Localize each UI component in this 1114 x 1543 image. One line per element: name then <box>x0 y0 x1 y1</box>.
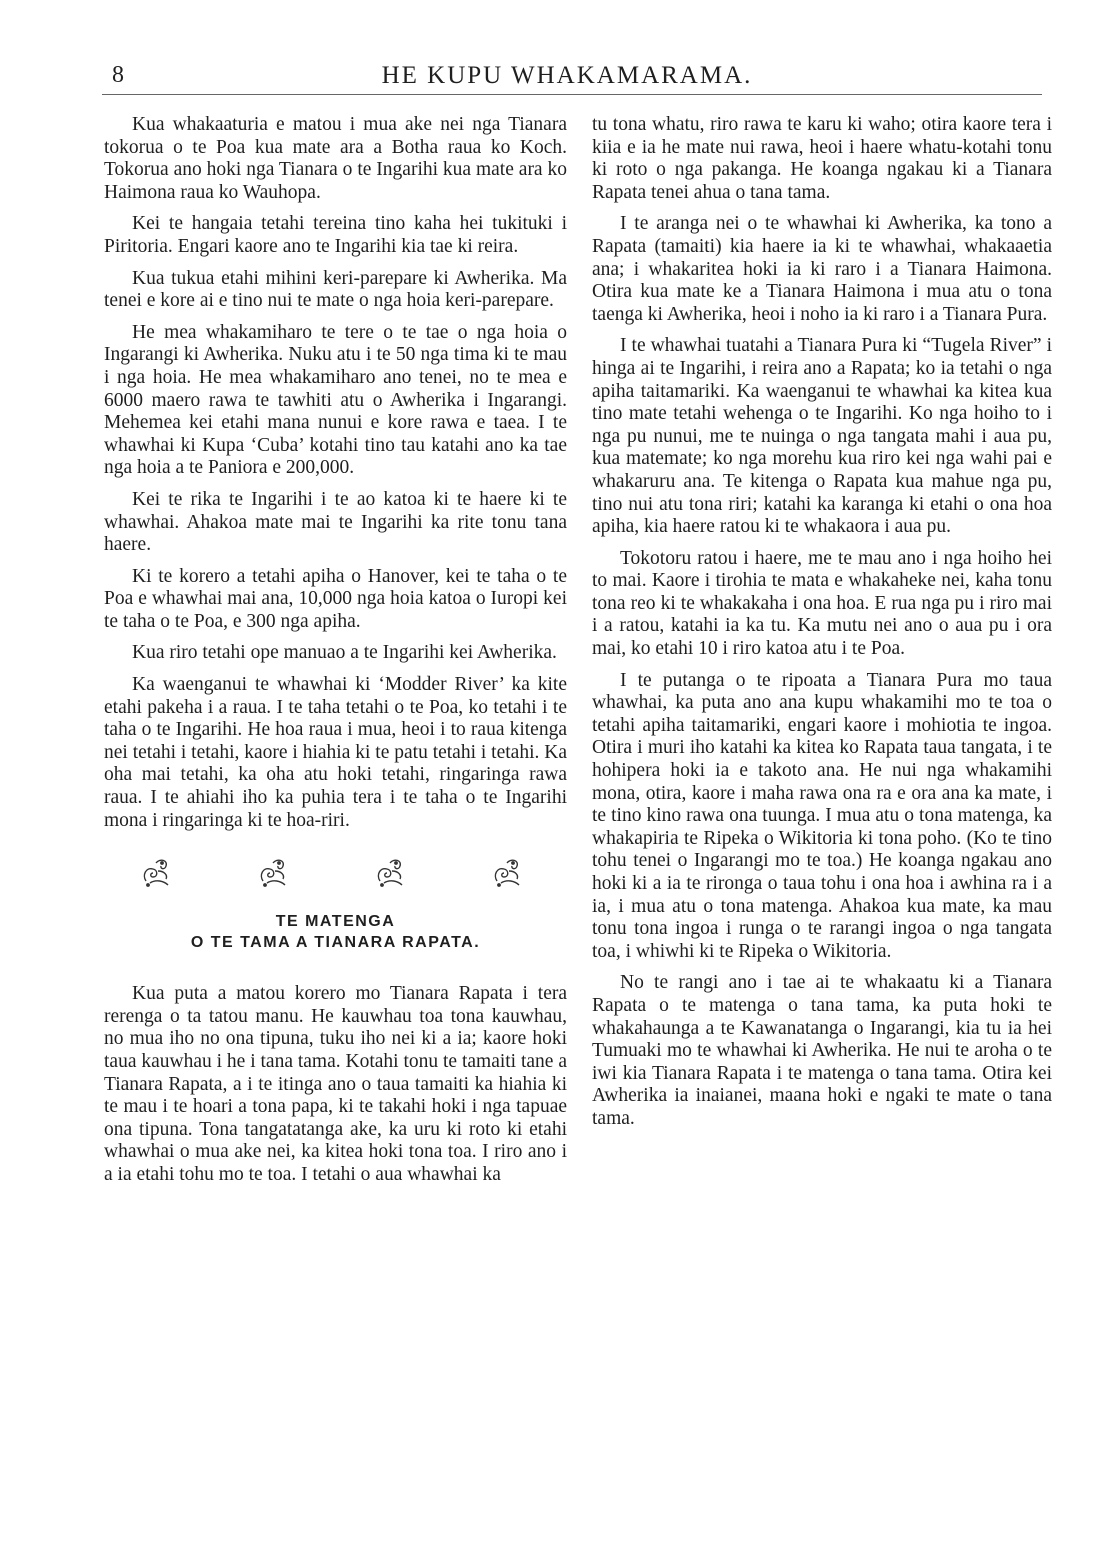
paragraph: Ki te korero a tetahi apiha o Hanover, kei te taha o te Poa e whawhai mai ana, 10,000 nga hoia katoa o Iuropi kei te taha o te Poa, e 300 nga apiha. <box>104 565 567 632</box>
page-number: 8 <box>112 62 124 88</box>
paragraph-continuation: tu tona whatu, riro rawa te karu ki waho; otira kaore tera i kiia e ia he mate nui rawa, heoi i haere whatu-kotahi tonu ki roto o nga pakanga. He koanga ngakau ki a Tianara Rapata tenei ahua o tana tama. <box>592 114 1052 203</box>
paragraph: Kei te rika te Ingarihi i te ao katoa ki te haere ki te whawhai. Ahakoa mate mai te Ingarihi ka rite tonu tana haere. <box>104 488 567 556</box>
section-title-line: O TE TAMA A TIANARA RAPATA. <box>190 934 481 952</box>
fleuron-icon <box>489 855 525 889</box>
paragraph: Kua whakaaturia e matou i mua ake nei nga Tianara tokorua o te Poa kua mate ara a Botha raua ko Koch. Tokorua ano hoki nga Tianara o te Ingarihi kua mate ara ko Haimona raua ko Wauhopa. <box>104 114 567 203</box>
paragraph: I te aranga nei o te whawhai ki Awherika, ka tono a Rapata (tamaiti) kia haere ia ki te whawhai, whakaaetia ana; i whakaritea hoki ia ki raro i a Tianara Haimona. Otira kua mate ke a Tianara Haimona i mua atu o tona taenga ki Awherika, heoi i noho ia ki raro i a Tianara Pura. <box>592 213 1052 325</box>
paragraph: I te whawhai tuatahi a Tianara Pura ki “Tugela River” i hinga ai te Ingarihi, i reira ano a Rapata; ko ia tetahi o nga apiha taitamariki. Ka waenganui te whawhai ka kitea kua tino mate tetahi wehenga o te Ingarihi. Ko nga hoiho to i nga pu nunui, me te nuinga o nga tangata mahi i aua pu, kua matemate; ko nga morehu kua riro kei nga wahi pai e whakaruru ana. Te kitenga o Rapata kua mahue nga pu, tino nui atu tona riri; katahi ka karanga ki etahi o ona hoa apiha, kia haere ratou ki te whakaora i aua pu. <box>592 335 1052 538</box>
paragraph: Kua puta a matou korero mo Tianara Rapata i tera rerenga o ta tatou manu. He kauwhau toa tona kauwhau, no mua iho no ona tipuna, tuku iho nei ki a ia; kaore hoki taua kauwhau i he i tana tama. Kotahi tonu te tamaiti tane a Tianara Rapata, a i te itinga ano o taua tamaiti ka hiahia ki te mau i te hoari a tona papa, ki te takahi hoki i nga tapuae ona tipuna. Tona tangatatanga ake, ka uru ki roto ki etahi whawhai o mua ake nei, ka kitea hoki tona toa. I riro ano i a ia etahi tohu mo te toa. I tetahi o aua whawhai ka <box>104 983 567 1185</box>
paragraph: Kua riro tetahi ope manuao a te Ingarihi kei Awherika. <box>132 642 557 664</box>
running-title: HE KUPU WHAKAMARAMA. <box>381 62 753 89</box>
header-rule <box>102 94 1042 95</box>
paragraph: He mea whakamiharo te tere o te tae o nga hoia o Ingarangi ki Awherika. Nuku atu i te 50 nga tima ki te mau i nga hoia. He mea whakamiharo ano tenei, no te mea e 6000 maero rawa te tawhiti atu o Awherika i Ingarangi. Mehemea kei etahi mana nunui e kore rawa e taea. I te whawhai ki Kupa ‘Cuba’ kotahi tino tau katahi ano ka tae nga hoia a te Paniora e 200,000. <box>104 321 567 479</box>
fleuron-icon <box>255 855 291 889</box>
ornament-row <box>104 841 567 901</box>
paragraph: I te putanga o te ripoata a Tianara Pura mo taua whawhai, ka puta ano ana kupu whakamihi mo te toa o tetahi apiha taitamariki, engari kaore i mohiotia te ingoa. Otira i muri iho katahi ka kitea ko Rapata taua tangata, i te hohipera hoki ia e takoto ana. He nui nga whakamihi mona, otira, kaore i maha rawa ona ra e ora ana ka mate, i te tino kino rawa ona tuunga. I mua atu o tona matenga, ka whakapiria te Ripeka o Wikitoria ki tona poho. (Ko te tino tohu tenei o Ingarangi mo te toa.) He koanga ngakau ano hoki ki a ia te rironga o taua tohu i ona hoa i awhina ra i a ia, i mua atu o tona matenga. Ahakoa kua mate, ka mau tonu tona ingoa i runga o te rarangi ingoa o nga tangata toa, i whiwhi ki te Ripeka o Wikitoria. <box>592 669 1052 962</box>
fleuron-icon <box>138 855 174 889</box>
paragraph: Kua tukua etahi mihini keri-parepare ki Awherika. Ma tenei e kore ai e tino nui te mate o nga hoia keri-parepare. <box>104 267 567 312</box>
section-title-line: TE MATENGA <box>275 913 396 931</box>
left-column <box>104 114 567 1196</box>
section-title <box>104 911 567 953</box>
right-column <box>592 114 1052 1140</box>
paragraph: Ka waenganui te whawhai ki ‘Modder River’ ka kite etahi pakeha i a raua. I te taha tetahi o te Poa, ko tetahi i te taha o te Ingarihi. He hoa raua i mua, heoi i to raua kitenga nei tetahi i tetahi, kaore i hiahia ki te patu tetahi i tetahi. Ka oha mai tetahi, ka oha atu hoki tetahi, ringaringa rawa raua. I te ahiahi iho ka puhia tera i te taha o te Ingarihi mona i ringaringa ki te hoa-riri. <box>104 674 567 831</box>
paragraph: No te rangi ano i tae ai te whakaatu ki a Tianara Rapata o te matenga o tana tama, ka puta hoki te whakahaunga a te Kawanatanga o Ingarangi, kia tu ia hei Tumuaki mo te whawhai ki Awherika. He nui te aroha o te iwi kia Tianara Rapata i te matenga o tana tama. Otira kei Awherika ia inaianei, maana hoki e ngaki te mate o tana tama. <box>592 972 1052 1129</box>
fleuron-icon <box>372 855 408 889</box>
paragraph: Kei te hangaia tetahi tereina tino kaha hei tukituki i Piritoria. Engari kaore ano te Ingarihi kia tae ki reira. <box>104 213 567 257</box>
paragraph: Tokotoru ratou i haere, me te mau ano i nga hoiho hei to mai. Kaore i tirohia te mata e whakaheke nei, kaha tonu tona reo ki te whakakaha i ona hoa. E rua nga pu i riro mai i a ratou, katahi ia ka tu. Ka mutu nei ano o aua pu i ora mai, ko etahi 10 i riro katoa atu i te Poa. <box>592 547 1052 660</box>
